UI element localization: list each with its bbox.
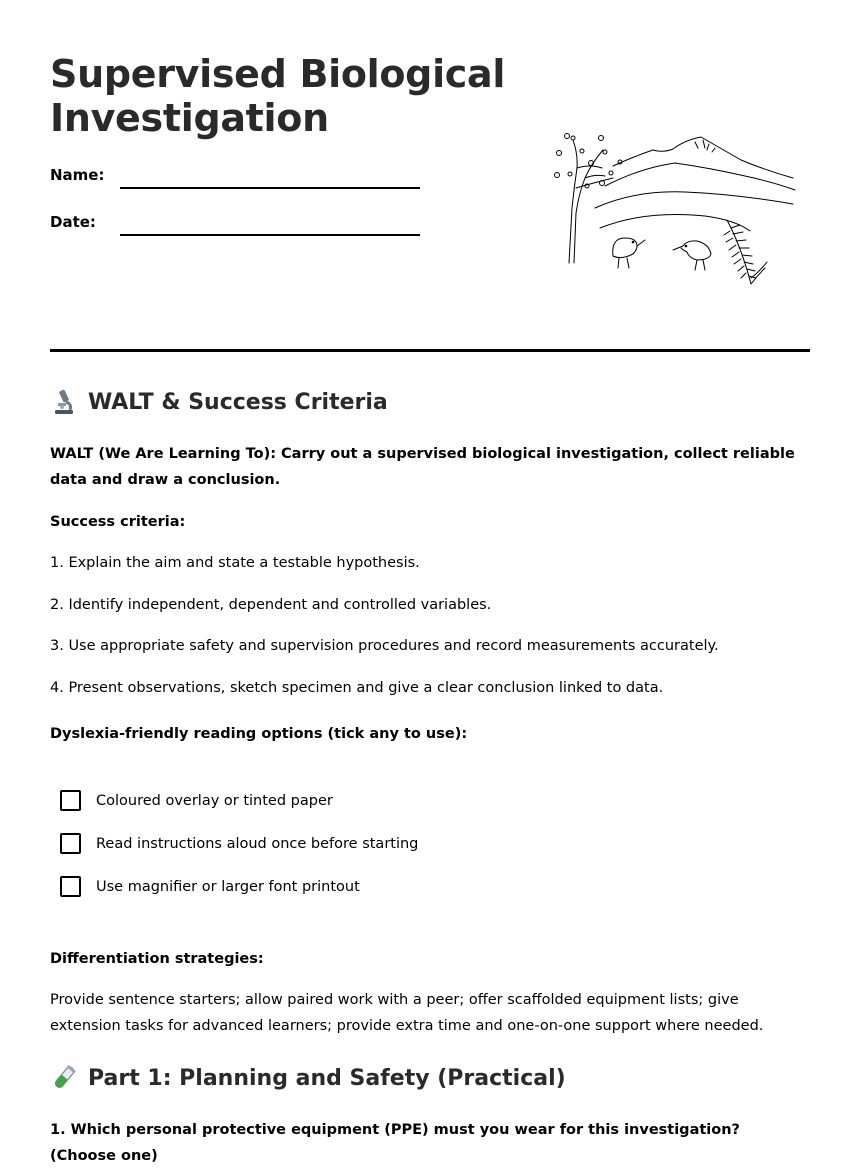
option-row-overlay[interactable] [60,790,333,811]
option-label: Read instructions aloud once before starting [96,835,419,852]
landscape-illustration [545,128,800,290]
success-criteria-heading: Success criteria: [50,514,186,530]
microscope-icon [50,388,78,416]
fern-drawing [724,220,767,284]
title-line-2: Investigation [50,96,329,140]
date-label: Date: [50,213,96,231]
section-divider [50,349,810,352]
test-tube-icon [50,1064,78,1092]
kiwi-bird-2-drawing [673,241,711,270]
walt-heading-text: WALT & Success Criteria [88,389,388,415]
option-label: Coloured overlay or tinted paper [96,792,333,809]
option-row-read-aloud[interactable] [60,833,418,854]
part1-heading-text: Part 1: Planning and Safety (Practical) [88,1065,566,1091]
magnifier-checkbox[interactable] [60,876,81,897]
walt-statement: WALT (We Are Learning To): Carry out a supervised biological investigation, collect reliable data and draw a conclusion. [50,446,795,488]
read-aloud-checkbox[interactable] [60,833,81,854]
date-field[interactable] [120,234,420,236]
tree-drawing [555,134,623,264]
criterion-4: 4. Present observations, sketch specimen and give a clear conclusion linked to data. [50,680,664,696]
option-label: Use magnifier or larger font printout [96,878,360,895]
overlay-checkbox[interactable] [60,790,81,811]
differentiation-text: Provide sentence starters; allow paired work with a peer; offer scaffolded equipment lists; give extension tasks for advanced learners; provide extra time and one-on-one support where needed. [50,992,764,1034]
differentiation-heading: Differentiation strategies: [50,951,264,967]
criterion-2: 2. Identify independent, dependent and controlled variables. [50,597,492,613]
name-field[interactable] [120,187,420,189]
option-row-magnifier[interactable] [60,876,360,897]
mountains-drawing [595,137,795,231]
dyslexia-options-heading: Dyslexia-friendly reading options (tick any to use): [50,726,468,742]
title-line-1: Supervised Biological [50,52,506,96]
part1-heading [50,1064,566,1092]
criterion-3: 3. Use appropriate safety and supervision procedures and record measurements accurately. [50,638,719,654]
question-1: 1. Which personal protective equipment (PPE) must you wear for this investigation? (Choose one) [50,1122,740,1164]
page-title [50,52,505,140]
walt-section-heading [50,388,388,416]
kiwi-bird-1-drawing [613,238,645,268]
name-label: Name: [50,166,105,184]
criterion-1: 1. Explain the aim and state a testable hypothesis. [50,555,420,571]
